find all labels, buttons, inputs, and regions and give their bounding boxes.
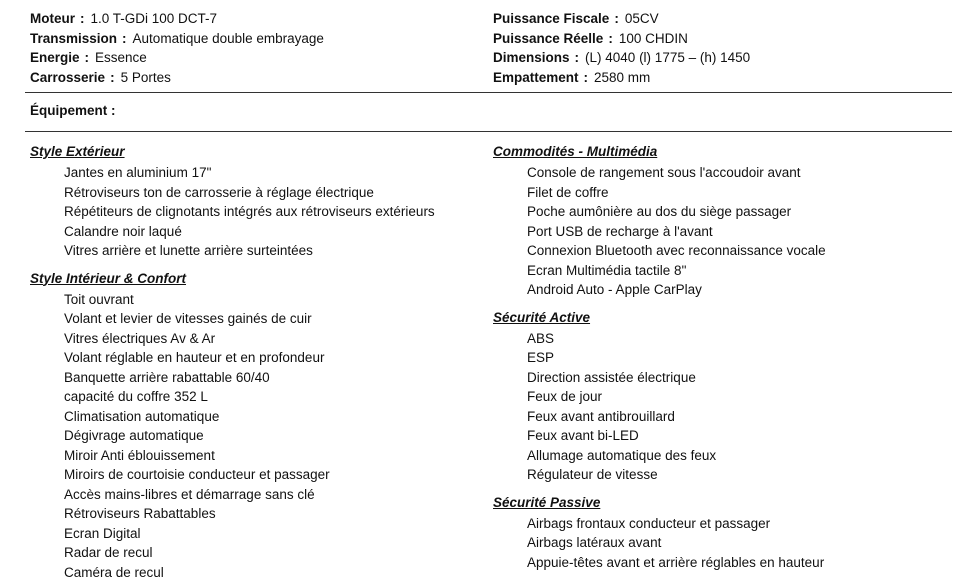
- spec-value: 05CV: [625, 11, 659, 26]
- equipment-left-column: [30, 140, 435, 582]
- specifications-left-column: [30, 9, 324, 87]
- section-exterior-style: [30, 140, 435, 261]
- spec-separator: :: [603, 31, 619, 46]
- spec-value: (L) 4040 (l) 1775 – (h) 1450: [585, 50, 750, 65]
- spec-label: Dimensions: [493, 50, 570, 65]
- list-item: Calandre noir laqué: [30, 222, 435, 242]
- list-item: Répétiteurs de clignotants intégrés aux rétroviseurs extérieurs: [30, 202, 435, 222]
- list-item: ABS: [493, 329, 826, 349]
- spec-row-energy: [30, 48, 324, 68]
- spec-row-real-power: [493, 29, 750, 49]
- list-item: Accès mains-libres et démarrage sans clé: [30, 485, 435, 505]
- list-item: Appuie-têtes avant et arrière réglables en hauteur: [493, 553, 826, 573]
- spec-value: 1.0 T-GDi 100 DCT-7: [91, 11, 218, 26]
- list-item: Allumage automatique des feux: [493, 446, 826, 466]
- spec-separator: :: [80, 50, 96, 65]
- section-active-safety: [493, 306, 826, 485]
- spec-separator: :: [117, 31, 133, 46]
- list-item: Airbags latéraux avant: [493, 533, 826, 553]
- list-item: Poche aumônière au dos du siège passager: [493, 202, 826, 222]
- spec-label: Transmission: [30, 31, 117, 46]
- spec-row-body: [30, 68, 324, 88]
- list-item: Toit ouvrant: [30, 290, 435, 310]
- spec-separator: :: [75, 11, 91, 26]
- list-item: Direction assistée électrique: [493, 368, 826, 388]
- spec-label: Carrosserie: [30, 70, 105, 85]
- list-item: capacité du coffre 352 L: [30, 387, 435, 407]
- section-interior-comfort: [30, 267, 435, 582]
- spec-separator: :: [570, 50, 586, 65]
- section-multimedia: [493, 140, 826, 300]
- list-item: Radar de recul: [30, 543, 435, 563]
- list-item: Vitres électriques Av & Ar: [30, 329, 435, 349]
- spec-value: 100 CHDIN: [619, 31, 688, 46]
- spec-row-wheelbase: [493, 68, 750, 88]
- spec-label: Moteur: [30, 11, 75, 26]
- list-item: Banquette arrière rabattable 60/40: [30, 368, 435, 388]
- spec-label: Puissance Réelle: [493, 31, 603, 46]
- list-item: Dégivrage automatique: [30, 426, 435, 446]
- divider-bottom: [25, 131, 952, 132]
- list-item: Feux avant antibrouillard: [493, 407, 826, 427]
- spec-label: Empattement: [493, 70, 579, 85]
- list-item: Ecran Digital: [30, 524, 435, 544]
- list-item: Climatisation automatique: [30, 407, 435, 427]
- divider-top: [25, 92, 952, 93]
- list-item: Feux de jour: [493, 387, 826, 407]
- spec-label: Puissance Fiscale: [493, 11, 609, 26]
- list-item: Airbags frontaux conducteur et passager: [493, 514, 826, 534]
- equipment-right-column: [493, 140, 826, 572]
- spec-separator: :: [105, 70, 121, 85]
- specifications-block: [30, 9, 960, 89]
- list-item: Miroir Anti éblouissement: [30, 446, 435, 466]
- list-item: ESP: [493, 348, 826, 368]
- section-title: Style Intérieur & Confort: [30, 267, 435, 290]
- specifications-right-column: [493, 9, 750, 87]
- list-item: Vitres arrière et lunette arrière surteintées: [30, 241, 435, 261]
- equipment-heading: Équipement :: [30, 101, 116, 121]
- spec-value: 5 Portes: [121, 70, 171, 85]
- section-title: Style Extérieur: [30, 140, 435, 163]
- list-item: Console de rangement sous l'accoudoir avant: [493, 163, 826, 183]
- list-item: Port USB de recharge à l'avant: [493, 222, 826, 242]
- spec-row-dimensions: [493, 48, 750, 68]
- list-item: Volant réglable en hauteur et en profondeur: [30, 348, 435, 368]
- list-item: Rétroviseurs Rabattables: [30, 504, 435, 524]
- section-title: Sécurité Passive: [493, 491, 826, 514]
- list-item: Caméra de recul: [30, 563, 435, 582]
- spec-row-fiscal-power: [493, 9, 750, 29]
- spec-separator: :: [579, 70, 595, 85]
- spec-value: Automatique double embrayage: [133, 31, 324, 46]
- list-item: Feux avant bi-LED: [493, 426, 826, 446]
- spec-row-transmission: [30, 29, 324, 49]
- list-item: Connexion Bluetooth avec reconnaissance vocale: [493, 241, 826, 261]
- list-item: Volant et levier de vitesses gainés de cuir: [30, 309, 435, 329]
- list-item: Ecran Multimédia tactile 8": [493, 261, 826, 281]
- spec-value: Essence: [95, 50, 147, 65]
- spec-label: Energie: [30, 50, 80, 65]
- section-passive-safety: [493, 491, 826, 573]
- list-item: Régulateur de vitesse: [493, 465, 826, 485]
- list-item: Miroirs de courtoisie conducteur et passager: [30, 465, 435, 485]
- list-item: Rétroviseurs ton de carrosserie à réglage électrique: [30, 183, 435, 203]
- list-item: Filet de coffre: [493, 183, 826, 203]
- spec-value: 2580 mm: [594, 70, 650, 85]
- list-item: Jantes en aluminium 17": [30, 163, 435, 183]
- list-item: Android Auto - Apple CarPlay: [493, 280, 826, 300]
- spec-separator: :: [609, 11, 625, 26]
- section-title: Commodités - Multimédia: [493, 140, 826, 163]
- spec-row-engine: [30, 9, 324, 29]
- section-title: Sécurité Active: [493, 306, 826, 329]
